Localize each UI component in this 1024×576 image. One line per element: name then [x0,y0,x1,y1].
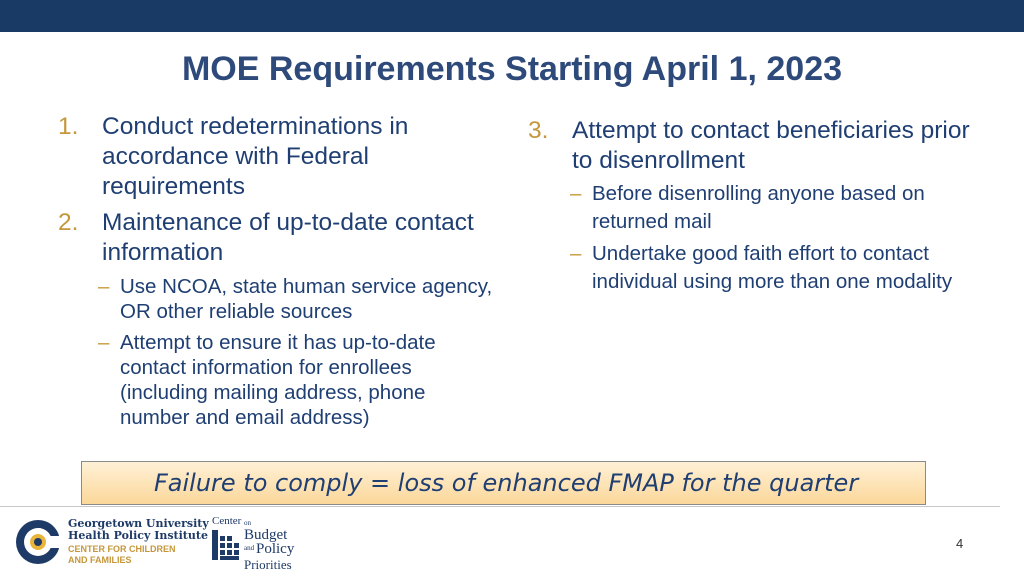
right-column [528,116,988,296]
cbpp-logo [210,516,310,572]
sub-item [98,274,498,324]
georgetown-logo [14,518,209,566]
georgetown-circle-icon [14,518,62,566]
sub-list [570,180,988,296]
logo-word: Center [212,515,242,527]
logo-line: AND FAMILIES [68,555,132,565]
slide-title: MOE Requirements Starting April 1, 2023 [181,50,843,88]
sub-list [98,274,498,430]
dash-bullet: – [570,182,582,205]
left-column [58,112,498,430]
logo-word: Priorities [244,557,292,572]
sub-item [570,240,988,296]
logo-line: CENTER FOR CHILDREN [68,544,176,554]
dash-bullet: – [98,275,110,298]
georgetown-logo-text [68,518,209,566]
logo-word: Budget [244,527,288,543]
item-text: Maintenance of up-to-date contact information [102,209,474,266]
logo-line: Georgetown University [68,517,209,530]
logo-line: Health Policy Institute [68,529,208,542]
top-banner-bar [0,0,1024,32]
sub-item [98,330,498,430]
footer-divider [0,506,1000,507]
item-text: Attempt to contact beneficiaries prior to disenrollment [572,117,970,174]
dash-bullet: – [570,242,582,265]
sub-item [570,180,988,236]
list-item-3 [528,116,988,176]
callout-box [81,461,926,505]
item-number: 2. [58,209,79,236]
dash-bullet: – [98,331,110,354]
cbpp-grid-icon [212,530,240,560]
callout-text: Failure to comply = loss of enhanced FMAP for the quarter [154,469,859,497]
list-item-1 [58,112,498,202]
sub-item-text: Attempt to ensure it has up-to-date contact information for enrollees (including mailing address, phone number and email address) [120,331,436,429]
logo-word: on [244,519,251,527]
sub-item-text: Use NCOA, state human service agency, OR other reliable sources [120,275,493,323]
logo-word: and [244,544,255,552]
logo-word: Policy [256,541,295,557]
item-number: 3. [528,117,549,144]
sub-item-text: Undertake good faith effort to contact individual using more than one modality [592,242,953,293]
list-item-2 [58,208,498,268]
page-number: 4 [956,536,964,551]
sub-item-text: Before disenrolling anyone based on returned mail [592,182,925,233]
item-text: Conduct redeterminations in accordance with Federal requirements [102,113,409,200]
item-number: 1. [58,113,79,140]
